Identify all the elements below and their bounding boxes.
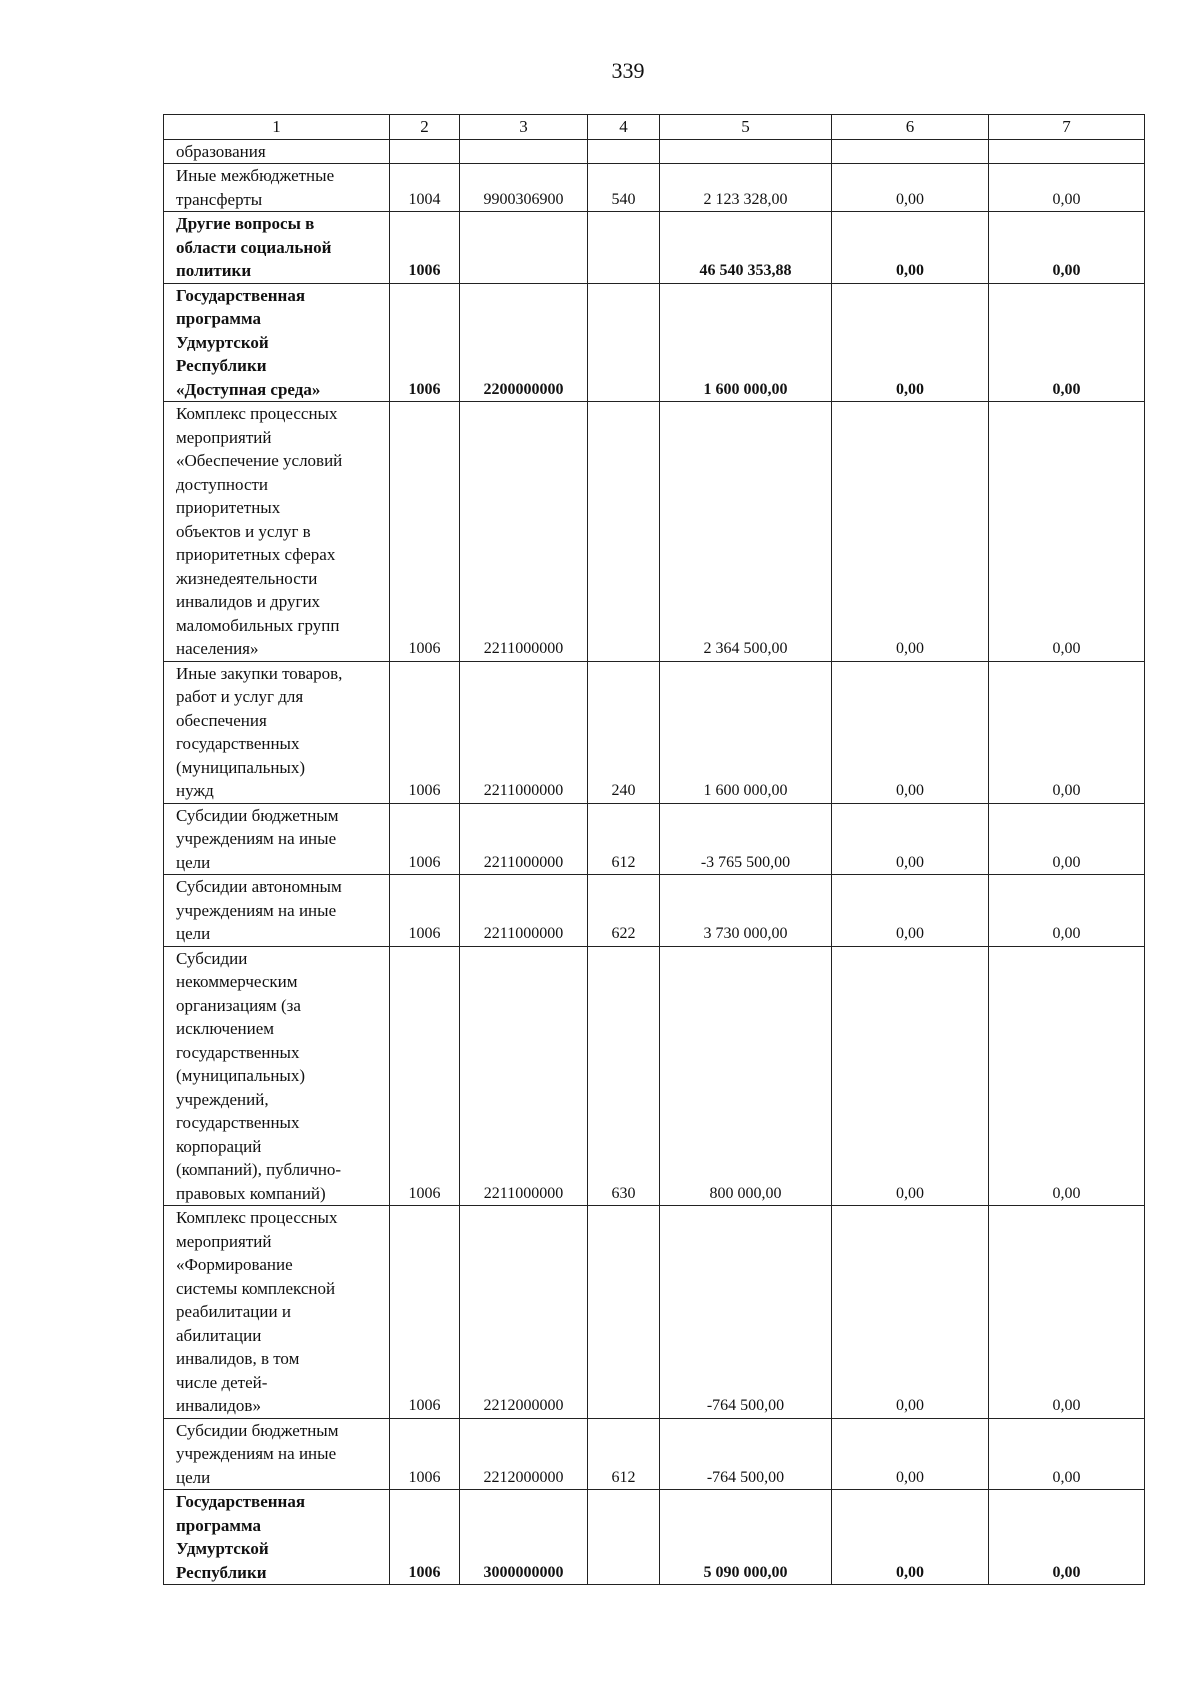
header-cell: 7 — [989, 115, 1145, 140]
section-code-cell: 1006 — [390, 875, 460, 947]
item-name-cell: Иные закупки товаров, работ и услуг для обеспечения государственных (муниципальных) нужд — [164, 661, 390, 803]
expense-type-cell — [588, 283, 660, 402]
amount-cell: -764 500,00 — [660, 1418, 832, 1490]
section-code-cell — [390, 139, 460, 164]
item-name-cell: Субсидии автономным учреждениям на иные цели — [164, 875, 390, 947]
section-code-cell: 1006 — [390, 283, 460, 402]
section-code-cell: 1006 — [390, 1206, 460, 1419]
item-name-cell: Государственная программа Удмуртской Республики «Доступная среда» — [164, 283, 390, 402]
amount-cell — [989, 139, 1145, 164]
header-cell: 4 — [588, 115, 660, 140]
amount-cell: 5 090 000,00 — [660, 1490, 832, 1585]
amount-cell: 0,00 — [832, 875, 989, 947]
amount-cell: 0,00 — [989, 402, 1145, 662]
amount-cell: 3 730 000,00 — [660, 875, 832, 947]
target-article-cell: 2212000000 — [460, 1418, 588, 1490]
expense-type-cell — [588, 1490, 660, 1585]
target-article-cell: 2211000000 — [460, 803, 588, 875]
section-code-cell: 1006 — [390, 212, 460, 284]
item-name-cell: Субсидии бюджетным учреждениям на иные цели — [164, 803, 390, 875]
table-row — [164, 164, 1145, 212]
budget-table — [163, 114, 1145, 1585]
amount-cell: 0,00 — [832, 803, 989, 875]
table-row — [164, 402, 1145, 662]
amount-cell: 2 123 328,00 — [660, 164, 832, 212]
page-number: 339 — [611, 58, 645, 83]
expense-type-cell: 240 — [588, 661, 660, 803]
item-name-cell: Иные межбюджетные трансферты — [164, 164, 390, 212]
amount-cell: -764 500,00 — [660, 1206, 832, 1419]
expense-type-cell: 540 — [588, 164, 660, 212]
target-article-cell — [460, 139, 588, 164]
expense-type-cell — [588, 1206, 660, 1419]
amount-cell: 0,00 — [989, 803, 1145, 875]
expense-type-cell — [588, 402, 660, 662]
amount-cell: 0,00 — [989, 164, 1145, 212]
target-article-cell: 2211000000 — [460, 875, 588, 947]
amount-cell: 46 540 353,88 — [660, 212, 832, 284]
amount-cell: 0,00 — [832, 661, 989, 803]
table-row — [164, 661, 1145, 803]
expense-type-cell: 612 — [588, 803, 660, 875]
table-row — [164, 1490, 1145, 1585]
section-code-cell: 1006 — [390, 946, 460, 1206]
header-cell: 1 — [164, 115, 390, 140]
item-name-cell: Субсидии некоммерческим организациям (за исключением государственных (муниципальных) учреждений, государственных корпораций (компаний), публично- правовых компаний) — [164, 946, 390, 1206]
amount-cell: 0,00 — [989, 1418, 1145, 1490]
amount-cell: 2 364 500,00 — [660, 402, 832, 662]
amount-cell: 0,00 — [989, 212, 1145, 284]
amount-cell: 0,00 — [989, 946, 1145, 1206]
item-name-cell: Субсидии бюджетным учреждениям на иные цели — [164, 1418, 390, 1490]
target-article-cell: 2212000000 — [460, 1206, 588, 1419]
header-cell: 5 — [660, 115, 832, 140]
amount-cell: 0,00 — [989, 1490, 1145, 1585]
expense-type-cell — [588, 139, 660, 164]
table-row — [164, 1418, 1145, 1490]
amount-cell: 0,00 — [989, 875, 1145, 947]
expense-type-cell: 630 — [588, 946, 660, 1206]
target-article-cell: 2211000000 — [460, 402, 588, 662]
target-article-cell: 3000000000 — [460, 1490, 588, 1585]
amount-cell: 0,00 — [832, 164, 989, 212]
expense-type-cell: 622 — [588, 875, 660, 947]
target-article-cell: 2211000000 — [460, 946, 588, 1206]
header-cell: 2 — [390, 115, 460, 140]
amount-cell: 1 600 000,00 — [660, 283, 832, 402]
header-cell: 3 — [460, 115, 588, 140]
amount-cell — [660, 139, 832, 164]
target-article-cell: 2200000000 — [460, 283, 588, 402]
amount-cell: 0,00 — [989, 661, 1145, 803]
table-row — [164, 946, 1145, 1206]
header-row — [164, 115, 1145, 140]
target-article-cell: 9900306900 — [460, 164, 588, 212]
amount-cell: 0,00 — [989, 1206, 1145, 1419]
amount-cell: 0,00 — [832, 1206, 989, 1419]
amount-cell: -3 765 500,00 — [660, 803, 832, 875]
section-code-cell: 1006 — [390, 661, 460, 803]
table-row — [164, 212, 1145, 284]
table-row — [164, 1206, 1145, 1419]
section-code-cell: 1004 — [390, 164, 460, 212]
table-row — [164, 803, 1145, 875]
item-name-cell: образования — [164, 139, 390, 164]
section-code-cell: 1006 — [390, 1418, 460, 1490]
table-row — [164, 283, 1145, 402]
amount-cell: 0,00 — [989, 283, 1145, 402]
amount-cell: 0,00 — [832, 946, 989, 1206]
amount-cell: 0,00 — [832, 1490, 989, 1585]
item-name-cell: Комплекс процессных мероприятий «Формирование системы комплексной реабилитации и абилитации инвалидов, в том числе детей- инвалидов» — [164, 1206, 390, 1419]
section-code-cell: 1006 — [390, 803, 460, 875]
table-row — [164, 139, 1145, 164]
item-name-cell: Комплекс процессных мероприятий «Обеспечение условий доступности приоритетных объектов и услуг в приоритетных сферах жизнедеятельности инвалидов и других маломобильных групп населения» — [164, 402, 390, 662]
item-name-cell: Другие вопросы в области социальной политики — [164, 212, 390, 284]
amount-cell: 0,00 — [832, 283, 989, 402]
target-article-cell — [460, 212, 588, 284]
amount-cell: 0,00 — [832, 402, 989, 662]
amount-cell: 0,00 — [832, 1418, 989, 1490]
table-row — [164, 875, 1145, 947]
amount-cell: 800 000,00 — [660, 946, 832, 1206]
expense-type-cell — [588, 212, 660, 284]
target-article-cell: 2211000000 — [460, 661, 588, 803]
amount-cell: 1 600 000,00 — [660, 661, 832, 803]
section-code-cell: 1006 — [390, 1490, 460, 1585]
amount-cell — [832, 139, 989, 164]
header-cell: 6 — [832, 115, 989, 140]
item-name-cell: Государственная программа Удмуртской Республики — [164, 1490, 390, 1585]
section-code-cell: 1006 — [390, 402, 460, 662]
amount-cell: 0,00 — [832, 212, 989, 284]
expense-type-cell: 612 — [588, 1418, 660, 1490]
